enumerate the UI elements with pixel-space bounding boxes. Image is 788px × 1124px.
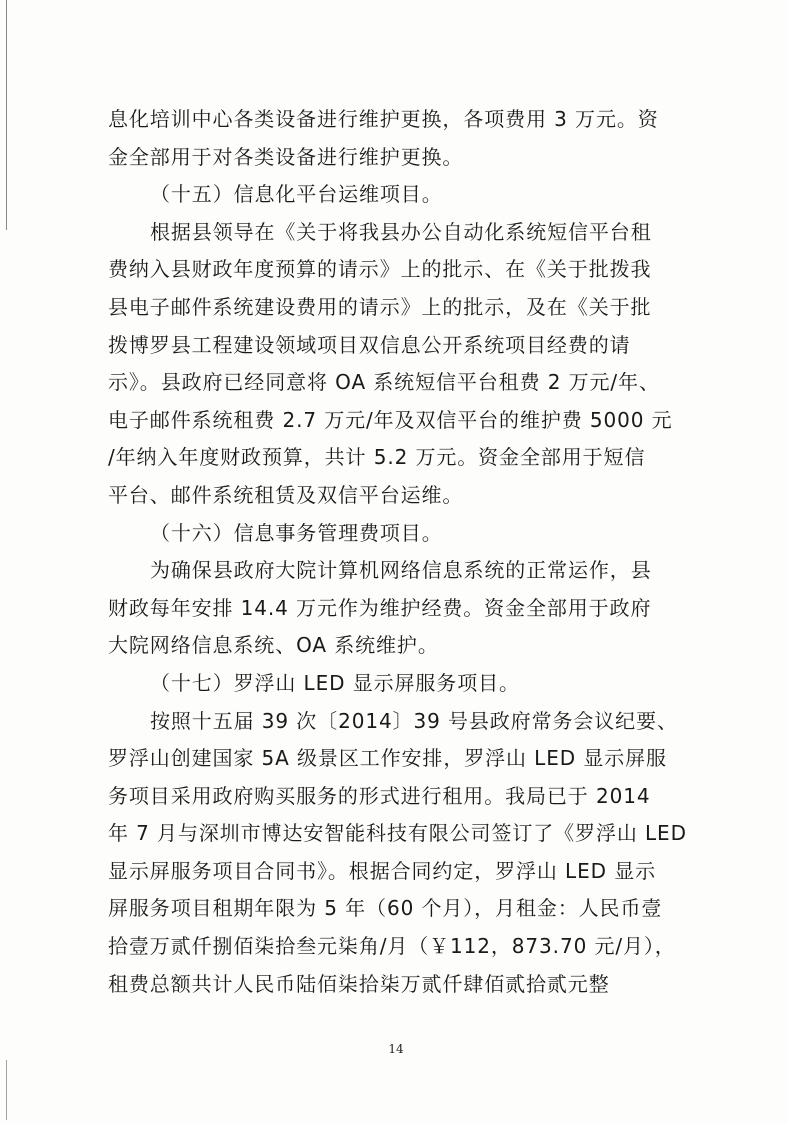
text-line: 金全部用于对各类设备进行维护更换。 [108,144,464,169]
text-line: 务项目采用政府购买服务的形式进行租用。我局已于 2014 [108,783,651,808]
text-line: 根据县领导在《关于将我县办公自动化系统短信平台租 [150,219,652,244]
text-line: 费纳入县财政年度预算的请示》上的批示、在《关于批拨我 [108,257,652,282]
text-line: 屏服务项目租期年限为 5 年（60 个月），月租金：人民币壹 [108,896,663,921]
text-line: 息化培训中心各类设备进行维护更换，各项费用 3 万元。资 [108,107,659,131]
text-line: 拨博罗县工程建设领域项目双信息公开系统项目经费的请 [108,332,631,357]
text-line: 县电子邮件系统建设费用的请示》上的批示，及在《关于批 [108,294,652,319]
text-line: 示》。县政府已经同意将 OA 系统短信平台租费 2 万元/年、 [108,370,660,395]
text-line: 罗浮山创建国家 5A 级景区工作安排，罗浮山 LED 显示屏服 [108,746,667,771]
document-body [108,101,688,1003]
text-line: 大院网络信息系统、OA 系统维护。 [108,633,439,658]
text-line: 为确保县政府大院计算机网络信息系统的正常运作，县 [150,558,652,583]
text-line: /年纳入年度财政预算，共计 5.2 万元。资金全部用于短信 [108,445,646,470]
scan-edge-mark [6,1060,7,1120]
text-line: 显示屏服务项目合同书》。根据合同约定，罗浮山 LED 显示 [108,858,656,883]
text-line: 租费总额共计人民币陆佰柒拾柒万贰仟肆佰贰拾贰元整 [108,971,610,996]
text-line: 平台、邮件系统租赁及双信平台运维。 [108,482,464,507]
text-line: （十六）信息事务管理费项目。 [150,520,443,545]
text-line: 拾壹万贰仟捌佰柒拾叁元柒角/月（￥112，873.70 元/月）， [108,934,676,959]
text-line: 财政每年安排 14.4 万元作为维护经费。资金全部用于政府 [108,595,652,620]
scan-edge-mark [6,0,7,230]
text-line: （十七）罗浮山 LED 显示屏服务项目。 [150,670,520,695]
text-line: 电子邮件系统租费 2.7 万元/年及双信平台的维护费 5000 元 [108,407,673,432]
text-line: 年 7 月与深圳市博达安智能科技有限公司签订了《罗浮山 LED [108,821,687,846]
text-line: 按照十五届 39 次〔2014〕39 号县政府常务会议纪要、 [150,708,678,733]
text-line: （十五）信息化平台运维项目。 [150,182,443,207]
page-number: 14 [388,1042,404,1056]
